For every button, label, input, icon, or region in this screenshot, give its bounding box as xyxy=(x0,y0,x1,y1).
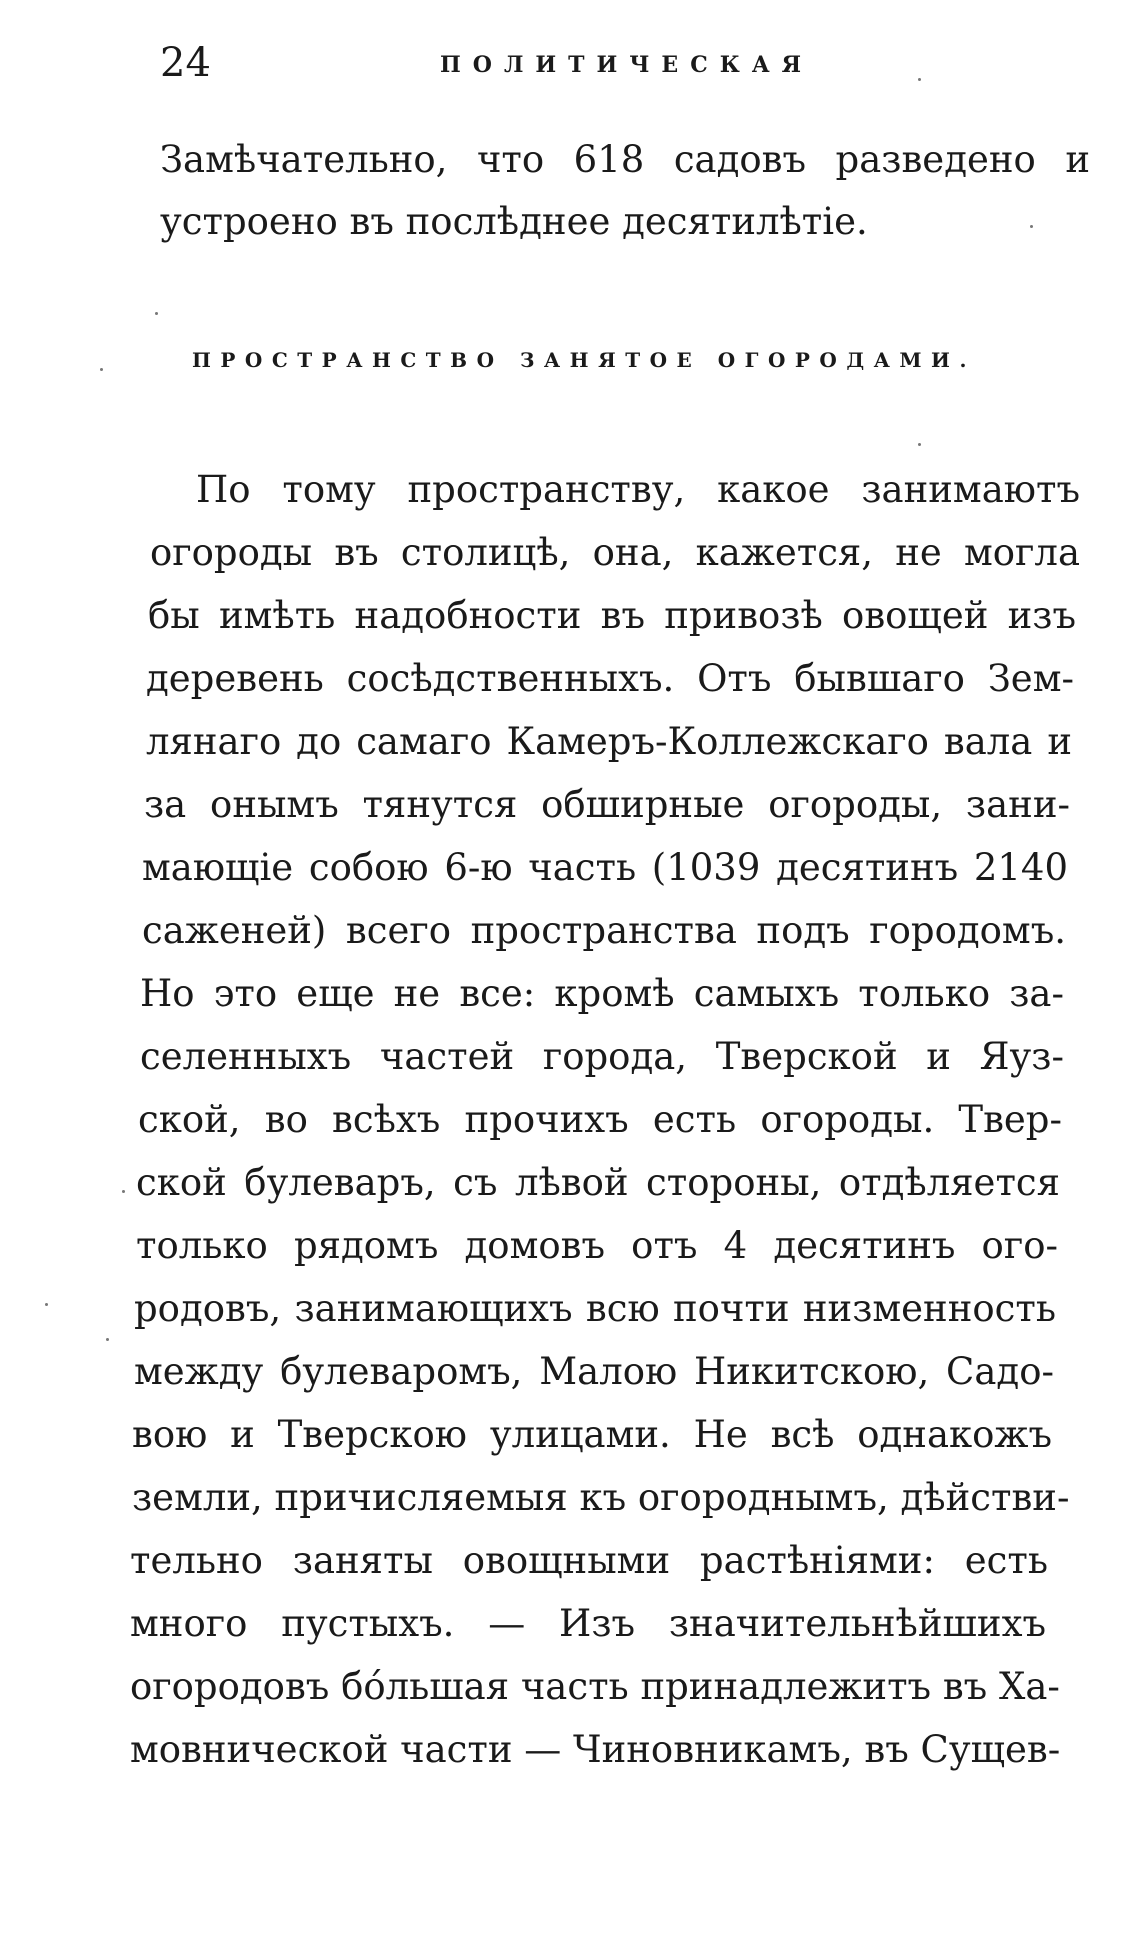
text-line: саженей) всего пространства подъ городомъ. xyxy=(142,909,1066,952)
text-line: мающіе собою 6-ю часть (1039 десятинъ 2140 xyxy=(142,846,1068,889)
text-line: за онымъ тянутся обширные огороды, зани- xyxy=(144,783,1070,826)
text-line: вою и Тверскою улицами. Не всѣ однакожъ xyxy=(132,1413,1052,1456)
text-line: Но это еще не все: кромѣ самыхъ только за- xyxy=(140,972,1064,1015)
running-title: ПОЛИТИЧЕСКАЯ xyxy=(440,52,814,78)
text-line: По тому пространству, какое занимаютъ xyxy=(196,468,1080,511)
scan-speck xyxy=(155,312,158,315)
text-line: родовъ, занимающихъ всю почти низменность xyxy=(134,1287,1056,1330)
running-head xyxy=(160,38,980,88)
scan-speck xyxy=(918,78,921,81)
text-line: Замѣчательно, что 618 садовъ разведено и xyxy=(160,138,1090,181)
text-line: селенныхъ частей города, Тверской и Яуз- xyxy=(140,1035,1064,1078)
text-line: ской булеваръ, съ лѣвой стороны, отдѣляется xyxy=(136,1161,1060,1204)
text-line: земли, причисляемыя къ огороднымъ, дѣйстви- xyxy=(132,1476,1070,1519)
scan-speck xyxy=(100,368,103,371)
text-line: огородовъ бо́льшая часть принадлежитъ въ Ха- xyxy=(130,1665,1060,1708)
text-line: тельно заняты овощными растѣніями: есть xyxy=(130,1539,1048,1582)
text-line: деревень сосѣдственныхъ. Отъ бывшаго Зем- xyxy=(146,657,1074,700)
text-line: только рядомъ домовъ отъ 4 десятинъ ого- xyxy=(136,1224,1058,1267)
text-line: много пустыхъ. — Изъ значительнѣйшихъ xyxy=(130,1602,1046,1645)
text-line: ской, во всѣхъ прочихъ есть огороды. Твер- xyxy=(138,1098,1062,1141)
text-line: устроено въ послѣднее десятилѣтіе. xyxy=(160,200,868,243)
scan-speck xyxy=(1030,225,1033,228)
text-line: между булеваромъ, Малою Никитскою, Садо- xyxy=(134,1350,1054,1393)
scan-speck xyxy=(106,1338,109,1341)
text-line: лянаго до самаго Камеръ-Коллежскаго вала и xyxy=(146,720,1072,763)
text-line: мовнической части — Чиновникамъ, въ Сущев- xyxy=(130,1728,1061,1771)
page-number: 24 xyxy=(160,40,211,86)
scan-speck xyxy=(918,443,921,446)
scan-speck xyxy=(122,1190,125,1193)
text-line: бы имѣть надобности въ привозѣ овощей изъ xyxy=(148,594,1076,637)
text-line: огороды въ столицѣ, она, кажется, не могла xyxy=(150,531,1080,574)
scan-speck xyxy=(45,1303,48,1306)
section-heading: ПРОСТРАНСТВО ЗАНЯТОЕ ОГОРОДАМИ. xyxy=(192,348,976,372)
